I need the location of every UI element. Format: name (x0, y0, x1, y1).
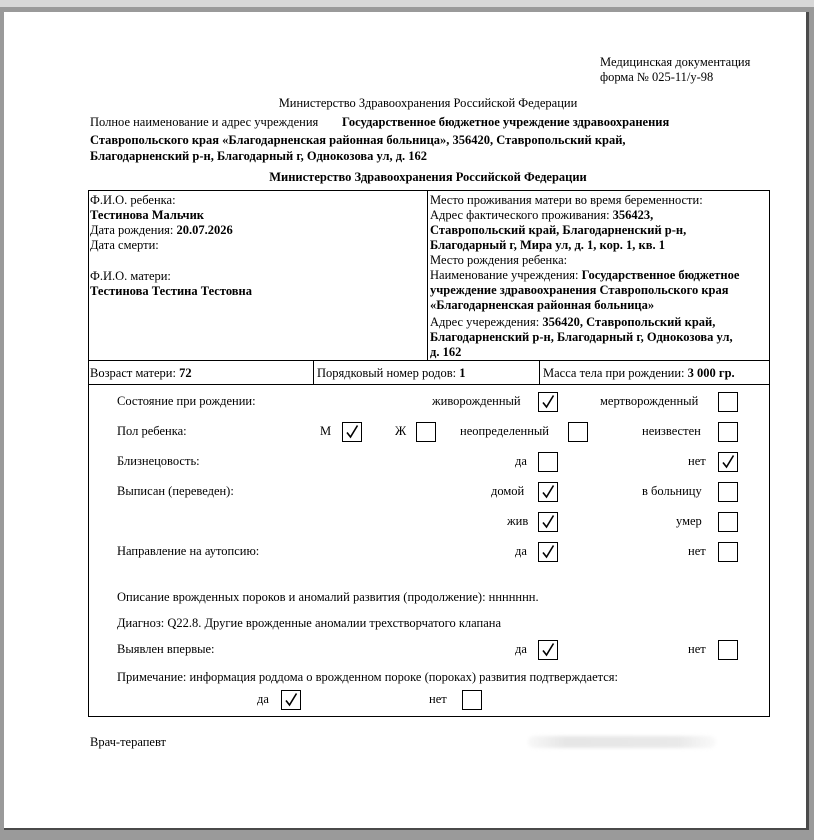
actual-address-line-3: Благодарный г, Мира ул, д. 1, кор. 1, кв. 1 (430, 238, 665, 252)
autopsy-yes-label: да (515, 544, 527, 558)
checkmark-icon (540, 544, 556, 560)
twins-yes-label: да (515, 454, 527, 468)
birth-order: Порядковый номер родов: 1 (317, 366, 466, 380)
institution-name-label: Наименование учреждения: Государственное бюджетное (430, 268, 740, 282)
institution-name-line-2: учреждение здравоохранения Ставропольского края (430, 283, 729, 297)
checkmark-icon (344, 424, 360, 440)
mother-age: Возраст матери: 72 (90, 366, 192, 380)
home-checkbox[interactable] (538, 482, 558, 502)
checkmark-icon (540, 394, 556, 410)
institution-address-line-2: Благодарненский р-н, Благодарный г, Однокозова ул, (430, 330, 733, 344)
sex-unknown-checkbox[interactable] (718, 422, 738, 442)
sex-unknown-label: неизвестен (642, 424, 701, 438)
state-label: Состояние при рождении: (117, 394, 256, 408)
home-label: домой (491, 484, 525, 498)
actual-address-label: Адрес фактического проживания: 356423, (430, 208, 654, 222)
institution-line-2: Ставропольского края «Благодарненская районная больница», 356420, Ставропольский край, (90, 133, 626, 147)
row3-divider-1 (313, 361, 314, 384)
alive-born-checkbox[interactable] (538, 392, 558, 412)
document-page (4, 12, 806, 828)
child-name-label: Ф.И.О. ребенка: (90, 193, 176, 207)
actual-address-line-2: Ставропольский край, Благодарненский р-н, (430, 223, 687, 237)
autopsy-yes-checkbox[interactable] (538, 542, 558, 562)
dead-born-checkbox[interactable] (718, 392, 738, 412)
sex-f-checkbox[interactable] (416, 422, 436, 442)
redacted-signature (528, 736, 716, 748)
first-no-checkbox[interactable] (718, 640, 738, 660)
checkmark-icon (540, 514, 556, 530)
checkmark-icon (540, 484, 556, 500)
checkmark-icon (540, 642, 556, 658)
row-divider-2 (89, 384, 769, 385)
autopsy-label: Направление на аутопсию: (117, 544, 260, 558)
sex-m-label: М (320, 424, 332, 438)
signer-role: Врач-терапевт (90, 735, 167, 749)
institution-line-3: Благодарненский р-н, Благодарный г, Однокозова ул, д. 162 (90, 149, 428, 163)
mother-name-label: Ф.И.О. матери: (90, 269, 171, 283)
institution-label: Полное наименование и адрес учреждения (90, 115, 319, 129)
hospital-checkbox[interactable] (718, 482, 738, 502)
discharged-label: Выписан (переведен): (117, 484, 234, 498)
institution-address-label: Адрес учереждения: 356420, Ставропольский край, (430, 315, 716, 329)
birth-weight: Масса тела при рождении: 3 000 гр. (543, 366, 735, 380)
diagnosis: Диагноз: Q22.8. Другие врожденные аномалии трехстворчатого клапана (117, 616, 502, 630)
alive-checkbox[interactable] (538, 512, 558, 532)
sex-label: Пол ребенка: (117, 424, 187, 438)
page-shadow-bottom (4, 828, 809, 830)
dod-label: Дата смерти: (90, 238, 159, 252)
institution-address-line-3: д. 162 (430, 345, 462, 359)
form-number: форма № 025-11/у-98 (600, 70, 714, 84)
confirm-no-checkbox[interactable] (462, 690, 482, 710)
autopsy-no-checkbox[interactable] (718, 542, 738, 562)
twins-no-label: нет (688, 454, 706, 468)
died-label: умер (676, 514, 702, 528)
alive-born-label: живорожденный (432, 394, 521, 408)
ministry-bold-title: Министерство Здравоохранения Российской Федерации (269, 170, 587, 184)
ministry-title: Министерство Здравоохранения Российской Федерации (278, 96, 578, 110)
sex-m-checkbox[interactable] (342, 422, 362, 442)
page-shadow-right (806, 12, 809, 828)
confirm-yes-label: да (257, 692, 269, 706)
row-divider-1 (89, 360, 769, 361)
checkmark-icon (720, 454, 736, 470)
dob-label: Дата рождения: 20.07.2026 (90, 223, 233, 237)
doc-type: Медицинская документация (600, 55, 751, 69)
row3-divider-2 (539, 361, 540, 384)
window-top-shade (0, 0, 814, 7)
note-text: Примечание: информация роддома о врожденном пороке (пороках) развития подтверждается: (117, 670, 619, 684)
sex-undefined-checkbox[interactable] (568, 422, 588, 442)
mother-name: Тестинова Тестина Тестовна (90, 284, 252, 298)
sex-f-label: Ж (395, 424, 407, 438)
twins-label: Близнецовость: (117, 454, 200, 468)
first-yes-checkbox[interactable] (538, 640, 558, 660)
twins-yes-checkbox[interactable] (538, 452, 558, 472)
autopsy-no-label: нет (688, 544, 706, 558)
first-yes-label: да (515, 642, 527, 656)
checkmark-icon (283, 692, 299, 708)
confirm-yes-checkbox[interactable] (281, 690, 301, 710)
birthplace-label: Место рождения ребенка: (430, 253, 568, 267)
institution-name-line-3: «Благодарненская районная больница» (430, 298, 655, 312)
institution-line-1: Государственное бюджетное учреждение здравоохранения (342, 115, 670, 129)
died-checkbox[interactable] (718, 512, 738, 532)
sex-undefined-label: неопределенный (460, 424, 549, 438)
first-no-label: нет (688, 642, 706, 656)
dob-value: 20.07.2026 (176, 223, 233, 237)
twins-no-checkbox[interactable] (718, 452, 738, 472)
child-name: Тестинова Мальчик (90, 208, 205, 222)
hospital-label: в больницу (642, 484, 702, 498)
column-divider (427, 191, 428, 361)
first-detected-label: Выявлен впервые: (117, 642, 215, 656)
confirm-no-label: нет (429, 692, 447, 706)
dead-born-label: мертворожденный (600, 394, 699, 408)
residence-label: Место проживания матери во время беременности: (430, 193, 703, 207)
defects-description: Описание врожденных пороков и аномалий развития (продолжение): ннннннн. (117, 590, 539, 604)
alive-label: жив (507, 514, 529, 528)
